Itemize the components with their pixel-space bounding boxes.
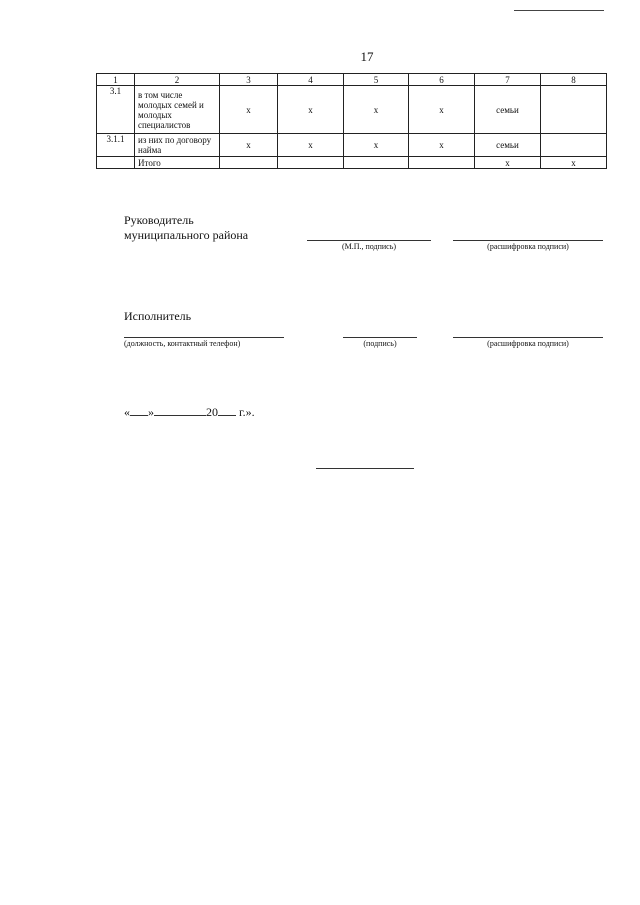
- table-cell: семьи: [475, 86, 541, 134]
- table-cell: х: [344, 134, 409, 157]
- header-cell: 3: [220, 74, 278, 86]
- table-cell: [541, 86, 607, 134]
- row-number: 3.1: [97, 86, 135, 134]
- table-cell: семьи: [475, 134, 541, 157]
- year-blank: [218, 405, 236, 416]
- executor-decode-line: [453, 337, 603, 338]
- top-rule: [514, 10, 604, 11]
- table-cell: [344, 157, 409, 169]
- month-blank: [154, 405, 206, 416]
- table-cell: [541, 134, 607, 157]
- date-open-quote: «: [124, 405, 130, 419]
- executor-title: Исполнитель: [124, 309, 192, 323]
- date-line: [124, 405, 255, 420]
- table-cell: х: [541, 157, 607, 169]
- head-title-line2: муниципального района: [124, 228, 249, 242]
- table-cell: х: [220, 134, 278, 157]
- header-cell: 2: [135, 74, 220, 86]
- executor-signature-caption: (подпись): [363, 339, 397, 348]
- page-number: 17: [360, 49, 374, 64]
- head-title: [124, 213, 248, 243]
- date-close-quote: »: [148, 405, 154, 419]
- head-title-line1: Руководитель: [124, 213, 194, 227]
- head-decode-line: [453, 240, 603, 241]
- date-year-prefix: 20: [206, 405, 218, 419]
- table-cell: [220, 157, 278, 169]
- table-row: [97, 86, 607, 134]
- table-cell: х: [475, 157, 541, 169]
- table-cell: х: [278, 134, 344, 157]
- table-row: [97, 134, 607, 157]
- executor-position-caption: (должность, контактный телефон): [124, 339, 241, 348]
- header-cell: 1: [97, 74, 135, 86]
- table-header-row: [97, 74, 607, 86]
- closing-rule: [316, 468, 414, 469]
- row-number: [97, 157, 135, 169]
- row-label: из них по договору найма: [135, 134, 220, 157]
- header-cell: 5: [344, 74, 409, 86]
- row-label: в том числе молодых семей и молодых специалистов: [135, 86, 220, 134]
- day-blank: [130, 405, 148, 416]
- table-cell: [409, 157, 475, 169]
- row-number: 3.1.1: [97, 134, 135, 157]
- table-cell: х: [278, 86, 344, 134]
- head-decode-caption: (расшифровка подписи): [487, 242, 569, 251]
- header-cell: 7: [475, 74, 541, 86]
- table-cell: [278, 157, 344, 169]
- head-stamp-caption: (М.П., подпись): [341, 242, 397, 251]
- data-table: [96, 73, 607, 169]
- header-cell: 8: [541, 74, 607, 86]
- executor-signature-line: [343, 337, 417, 338]
- table-cell: х: [344, 86, 409, 134]
- executor-decode-caption: (расшифровка подписи): [487, 339, 569, 348]
- date-suffix: г.».: [236, 405, 255, 419]
- header-cell: 6: [409, 74, 475, 86]
- head-signature-line: [307, 240, 431, 241]
- table-cell: х: [409, 86, 475, 134]
- row-label: Итого: [135, 157, 220, 169]
- executor-position-line: [124, 337, 284, 338]
- table-cell: х: [409, 134, 475, 157]
- header-cell: 4: [278, 74, 344, 86]
- table-row-total: [97, 157, 607, 169]
- table-cell: х: [220, 86, 278, 134]
